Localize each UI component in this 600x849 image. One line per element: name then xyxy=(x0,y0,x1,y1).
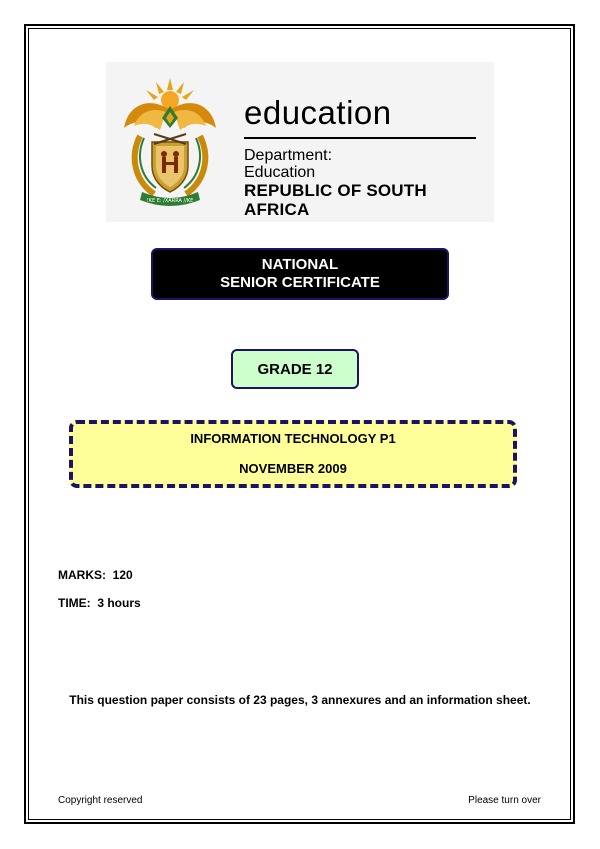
dept-line-2: Education xyxy=(244,164,316,181)
copyright-notice: Copyright reserved xyxy=(58,795,143,806)
certificate-line-2: SENIOR CERTIFICATE xyxy=(220,274,380,291)
coat-of-arms-icon xyxy=(120,76,220,210)
certificate-line-1: NATIONAL xyxy=(261,256,339,273)
marks-value: 120 xyxy=(112,568,133,582)
time-line xyxy=(58,596,141,610)
grade-label: GRADE 12 xyxy=(257,360,333,378)
subject-title: INFORMATION TECHNOLOGY P1 xyxy=(190,431,396,446)
exam-session: NOVEMBER 2009 xyxy=(239,461,347,476)
time-value: 3 hours xyxy=(97,596,141,610)
turn-over-notice: Please turn over xyxy=(468,795,541,806)
pages-note: This question paper consists of 23 pages, 3 annexures and an information sheet. xyxy=(69,693,531,707)
motto-text: !KE E: /XARRA //KE xyxy=(146,198,194,204)
subject-box xyxy=(69,420,517,488)
marks-label: MARKS: xyxy=(58,568,106,582)
country-name: REPUBLIC OF SOUTH AFRICA xyxy=(244,181,427,219)
certificate-banner xyxy=(151,248,449,300)
logo-word: education xyxy=(244,94,392,131)
time-label: TIME: xyxy=(58,596,91,610)
logo-text-group xyxy=(244,96,494,219)
grade-badge xyxy=(231,349,359,389)
department-logo xyxy=(106,62,494,222)
dept-line-1: Department: xyxy=(244,147,333,164)
logo-divider xyxy=(244,137,476,139)
marks-line xyxy=(58,568,133,582)
